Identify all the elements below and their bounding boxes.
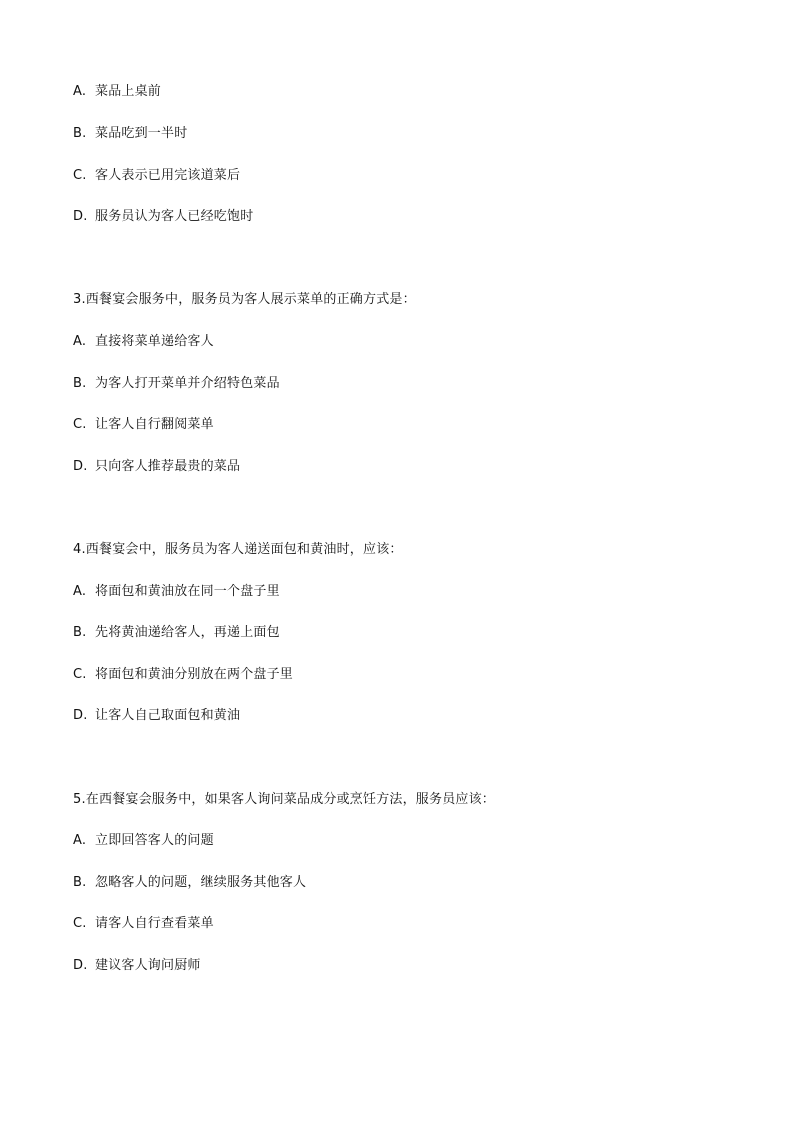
option-text: 请客人自行查看菜单 <box>95 916 214 931</box>
option-text: 先将黄油递给客人，再递上面包 <box>95 625 280 640</box>
option-letter: C. <box>73 417 87 432</box>
option-letter: B. <box>73 126 87 141</box>
option-letter: C. <box>73 916 87 931</box>
option-line <box>73 208 253 226</box>
option-line <box>73 167 240 185</box>
option-line <box>73 624 280 642</box>
option-line <box>73 83 161 101</box>
option-text: 让客人自行翻阅菜单 <box>95 417 214 432</box>
option-text: 立即回答客人的问题 <box>95 833 214 848</box>
option-line <box>73 666 293 684</box>
option-text: 为客人打开菜单并介绍特色菜品 <box>95 376 280 391</box>
option-letter: D. <box>73 958 88 973</box>
question-line: 5.在西餐宴会服务中，如果客人询问菜品成分或烹饪方法，服务员应该： <box>73 792 496 807</box>
option-letter: C. <box>73 667 87 682</box>
question-line: 4.西餐宴会中，服务员为客人递送面包和黄油时，应该： <box>73 542 403 557</box>
option-line <box>73 832 214 850</box>
option-text: 忽略客人的问题，继续服务其他客人 <box>95 875 307 890</box>
option-letter: B. <box>73 376 87 391</box>
option-text: 建议客人询问厨师 <box>95 958 201 973</box>
option-line <box>73 707 240 725</box>
option-letter: D. <box>73 708 88 723</box>
option-line <box>73 375 280 393</box>
option-letter: C. <box>73 168 87 183</box>
option-line <box>73 583 280 601</box>
option-letter: A. <box>73 833 87 848</box>
option-letter: B. <box>73 875 87 890</box>
option-text: 服务员认为客人已经吃饱时 <box>95 209 254 224</box>
option-letter: A. <box>73 334 87 349</box>
option-letter: D. <box>73 209 88 224</box>
option-letter: A. <box>73 84 87 99</box>
option-line <box>73 957 201 975</box>
option-line <box>73 333 214 351</box>
option-text: 菜品吃到一半时 <box>95 126 188 141</box>
option-text: 将面包和黄油放在同一个盘子里 <box>95 584 280 599</box>
option-text: 直接将菜单递给客人 <box>95 334 214 349</box>
option-letter: A. <box>73 584 87 599</box>
option-line <box>73 874 306 892</box>
option-text: 菜品上桌前 <box>95 84 162 99</box>
option-text: 客人表示已用完该道菜后 <box>95 168 241 183</box>
option-line <box>73 125 187 143</box>
option-line <box>73 416 214 434</box>
option-line <box>73 915 214 933</box>
question-line: 3.西餐宴会服务中，服务员为客人展示菜单的正确方式是： <box>73 292 416 307</box>
option-text: 只向客人推荐最贵的菜品 <box>95 459 241 474</box>
option-text: 让客人自己取面包和黄油 <box>95 708 241 723</box>
option-line <box>73 458 240 476</box>
option-text: 将面包和黄油分别放在两个盘子里 <box>95 667 294 682</box>
option-letter: B. <box>73 625 87 640</box>
option-letter: D. <box>73 459 88 474</box>
